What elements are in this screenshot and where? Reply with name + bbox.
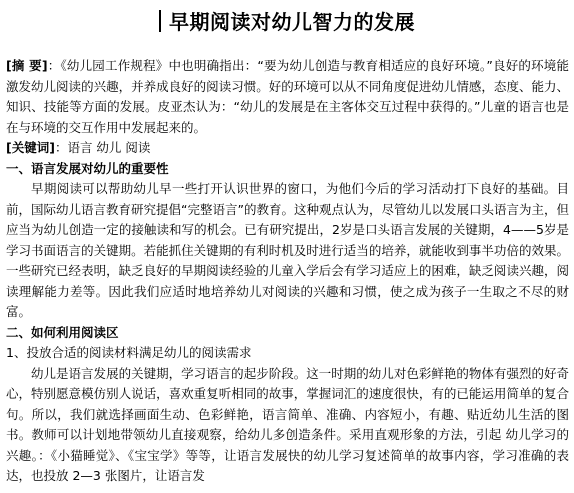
keywords-paragraph xyxy=(6,138,569,159)
section1-paragraph: 早期阅读可以帮助幼儿早一些打开认识世界的窗口，为他们今后的学习活动打下良好的基础。目前，国际幼儿语言教育研究提倡“完整语言”的教育。这种观点认为，尽管幼儿以发展口头语言为主，但应当为幼儿创造一定的接触读和写的机会。已有研究提出，2岁是口头语言发展的关键期，4——5岁是学习书面语言的关键期。若能抓住关键期的有利时机及时进行适当的培养，就能收到事半功倍的效果。一些研究已经表明，缺乏良好的早期阅读经验的儿童入学后会有学习适应上的困难，缺乏阅读兴趣，阅读理解能力差等。因此我们应适时地培养幼儿对阅读的兴趣和习惯，使之成为孩子一生取之不尽的财富。 xyxy=(6,181,569,319)
section1-heading: 一、语言发展对幼儿的重要性 xyxy=(6,160,169,176)
document-body xyxy=(6,56,569,487)
text-cursor xyxy=(159,10,161,32)
abstract-label: [摘 要] xyxy=(6,58,48,73)
abstract-text: ：《幼儿园工作规程》中也明确指出：“要为幼儿创造与教育相适应的良好环境。”良好的环境能激发幼儿阅读的兴趣，并养成良好的阅读习惯。好的环境可以从不同角度促进幼儿情感，态度、能力、知识、技能等方面的发展。皮亚杰认为：“幼儿的发展是在主客体交互过程中获得的。”儿童的语言也是在与环境的交互作用中发展起来的。 xyxy=(6,58,569,135)
section2-heading: 二、如何利用阅读区 xyxy=(6,324,119,340)
keywords-label: [关键词] xyxy=(6,140,55,155)
section2-paragraph: 幼儿是语言发展的关键期，学习语言的起步阶段。这一时期的幼儿对色彩鲜艳的物体有强烈的好奇心，特别愿意模仿别人说话，喜欢重复听相同的故事，掌握词汇的速度很快，有的已能运用简单的复合句。所以，我们就选择画面生动、色彩鲜艳，语言简单、准确、内容短小，有趣、贴近幼儿生活的图书。教师可以计划地带领幼儿直接观察，给幼儿多创造条件。采用直观形象的方法，引起 幼儿学习的兴趣。：《小猫睡觉》、《宝宝学》等等，让语言发展快的幼儿学习复述简单的故事内容，学习准确的表达，也投放 2—3 张图片，让语言发 xyxy=(6,365,569,483)
section2-subheading: 1、投放合适的阅读材料满足幼儿的阅读需求 xyxy=(6,345,252,360)
title-row xyxy=(0,6,574,35)
keywords-text: ：语言 幼儿 阅读 xyxy=(54,140,151,155)
document-title: 早期阅读对幼儿智力的发展 xyxy=(169,10,416,34)
abstract-paragraph xyxy=(6,56,569,138)
